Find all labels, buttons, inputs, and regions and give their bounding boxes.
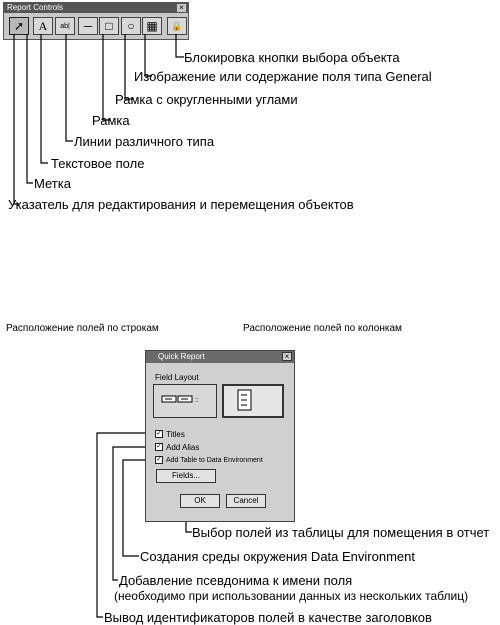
add-table-data-env-label: Add Table to Data Environment <box>166 457 263 464</box>
add-alias-label: Add Alias <box>166 443 200 452</box>
fields-button[interactable]: Fields... <box>156 469 216 483</box>
caption-layout-rows: Расположение полей по строкам <box>6 323 159 334</box>
quick-report-dialog <box>145 350 295 522</box>
caption-button-lock: Блокировка кнопки выбора объекта <box>184 50 400 65</box>
rows-layout-icon <box>154 385 216 417</box>
caption-titles: Вывод идентификаторов полей в качестве заголовков <box>104 610 432 625</box>
leader-textbox <box>41 34 48 163</box>
leader-lock <box>176 34 184 57</box>
caption-alias-line2: (необходимо при использовании данных из нескольких таблиц) <box>114 589 469 603</box>
caption-lines: Линии различного типа <box>74 134 215 149</box>
leader-pointer <box>14 34 19 204</box>
dialog-close-button[interactable]: × <box>282 352 292 361</box>
caption-fields: Выбор полей из таблицы для помещения в отчет <box>192 525 490 540</box>
layout-columns-button[interactable] <box>222 384 284 418</box>
toolbar-close-button[interactable]: × <box>177 4 186 12</box>
add-table-data-env-checkbox[interactable]: ✓ <box>156 456 162 463</box>
rounded-rectangle-icon: ○ <box>127 19 135 33</box>
ok-button[interactable]: OK <box>180 494 220 508</box>
caption-rounded-rectangle: Рамка с округленными углами <box>115 92 298 107</box>
caption-textbox: Текстовое поле <box>51 156 145 171</box>
picture-icon: ▦ <box>146 19 158 33</box>
caption-layout-columns: Расположение полей по колонкам <box>243 323 402 334</box>
caption-pointer: Указатель для редактирования и перемещения объектов <box>8 197 354 212</box>
lock-icon: 🔒 <box>171 20 183 31</box>
rectangle-icon: □ <box>105 19 113 33</box>
cancel-button[interactable]: Cancel <box>226 494 266 508</box>
leader-label <box>27 34 33 183</box>
toolbar-title: Report Controls <box>4 3 188 13</box>
titles-checkbox[interactable]: ✓ <box>156 430 162 437</box>
dialog-title: Quick Report <box>146 351 294 363</box>
textbox-icon: ab| <box>60 22 70 30</box>
line-icon: ─ <box>83 19 93 33</box>
caption-label: Метка <box>34 176 71 191</box>
svg-text:::: :: <box>195 397 199 404</box>
caption-data-environment: Создания среды окружения Data Environment <box>140 549 415 564</box>
leader-rect <box>103 34 110 120</box>
caption-alias-line1: Добавление псевдонима к имени поля <box>119 573 353 588</box>
titles-label: Titles <box>166 430 185 439</box>
layout-rows-button[interactable] <box>153 384 217 418</box>
leader-lines-tool <box>66 34 73 141</box>
pointer-icon: ➚ <box>13 19 25 33</box>
columns-layout-icon <box>224 386 282 416</box>
caption-picture: Изображение или содержание поля типа General <box>134 69 432 84</box>
add-alias-checkbox[interactable]: ✓ <box>156 443 162 450</box>
caption-rectangle: Рамка <box>92 113 130 128</box>
leader-rounded <box>125 34 133 99</box>
label-icon: A <box>38 19 48 33</box>
field-layout-label: Field Layout <box>155 373 199 382</box>
